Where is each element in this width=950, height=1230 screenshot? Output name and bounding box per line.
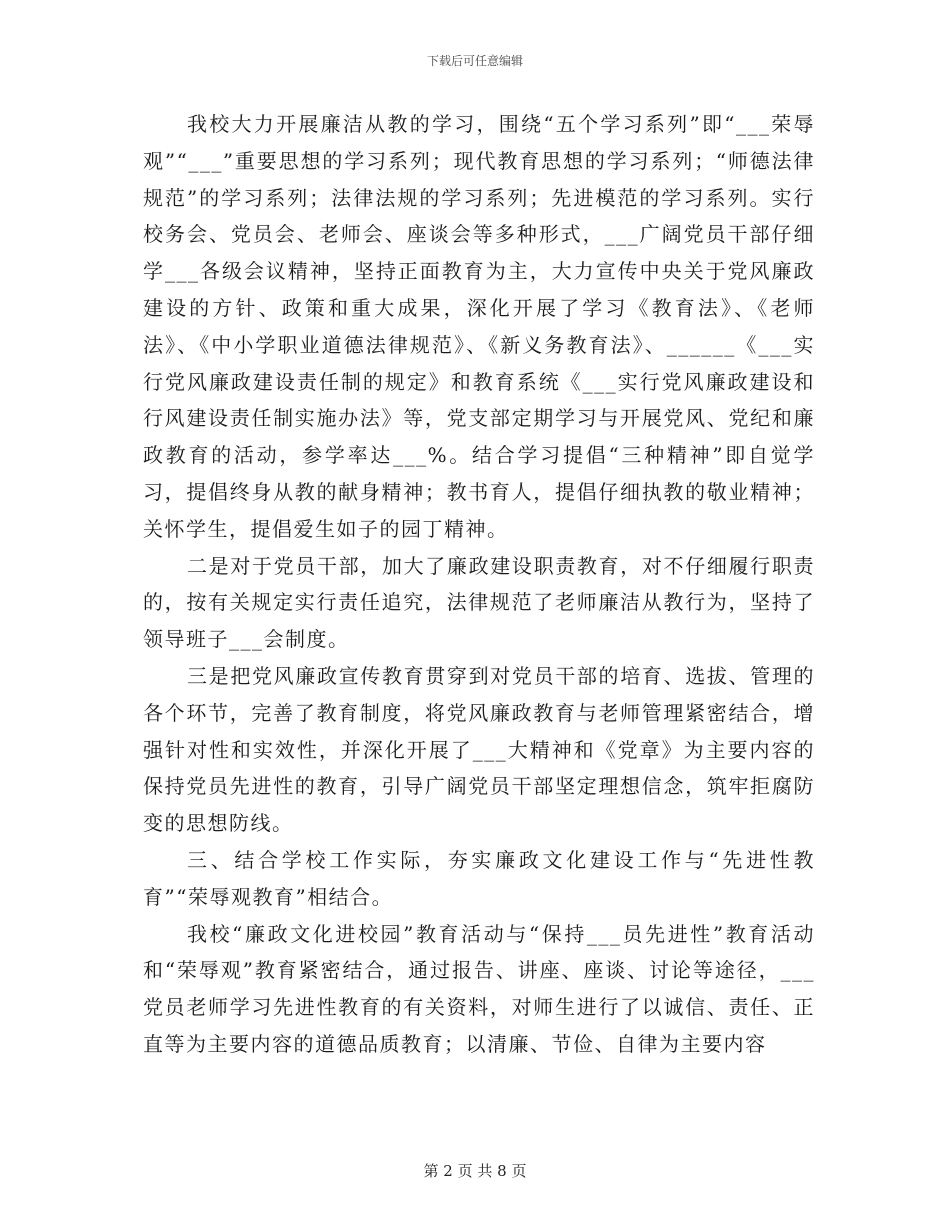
document-body	[143, 106, 815, 1063]
header-note: 下载后可任意编辑	[426, 54, 523, 68]
paragraph-cadre-responsibility: 二是对于党员干部，加大了廉政建设职责教育，对不仔细履行职责的，按有关规定实行责任追究，法律规范了老师廉洁从教行为，坚持了领导班子___会制度。	[143, 553, 815, 652]
paragraph-study-series: 我校大力开展廉洁从教的学习，围绕“五个学习系列”即“___荣辱观”“___”重要思想的学习系列；现代教育思想的学习系列；“师德法律规范”的学习系列；法律法规的学习系列；先进模范的学习系列。实行校务会、党员会、老师会、座谈会等多种形式，___广阔党员干部仔细学___各级会议精神，坚持正面教育为主，大力宣传中央关于党风廉政建设的方针、政策和重大成果，深化开展了学习《教育法》、《老师法》、《中小学职业道德法律规范》、《新义务教育法》、______《___实行党风廉政建设责任制的规定》和教育系统《___实行党风廉政建设和行风建设责任制实施办法》等，党支部定期学习与开展党风、党纪和廉政教育的活动，参学率达___%。结合学习提倡“三种精神”即自觉学习，提倡终身从教的献身精神；教书育人，提倡仔细执教的敬业精神；关怀学生，提倡爱生如子的园丁精神。	[143, 112, 815, 541]
section-heading-culture-building: 三、结合学校工作实际，夯实廉政文化建设工作与“先进性教育”“荣辱观教育”相结合。	[143, 847, 815, 909]
paragraph-campus-activity: 我校“廉政文化进校园”教育活动与“保持___员先进性”教育活动和“荣辱观”教育紧密结合，通过报告、讲座、座谈、讨论等途径，___党员老师学习先进性教育的有关资料，对师生进行了以诚信、责任、正直等为主要内容的道德品质教育；以清廉、节俭、自律为主要内容	[143, 921, 815, 1056]
page-number: 第 2 页 共 8 页	[423, 1162, 527, 1180]
paragraph-education-system: 三是把党风廉政宣传教育贯穿到对党员干部的培育、选拔、管理的各个环节，完善了教育制度，将党风廉政教育与老师管理紧密结合，增强针对性和实效性，并深化开展了___大精神和《党章》为主要内容的保持党员先进性的教育，引导广阔党员干部坚定理想信念，筑牢拒腐防变的思想防线。	[143, 663, 815, 836]
